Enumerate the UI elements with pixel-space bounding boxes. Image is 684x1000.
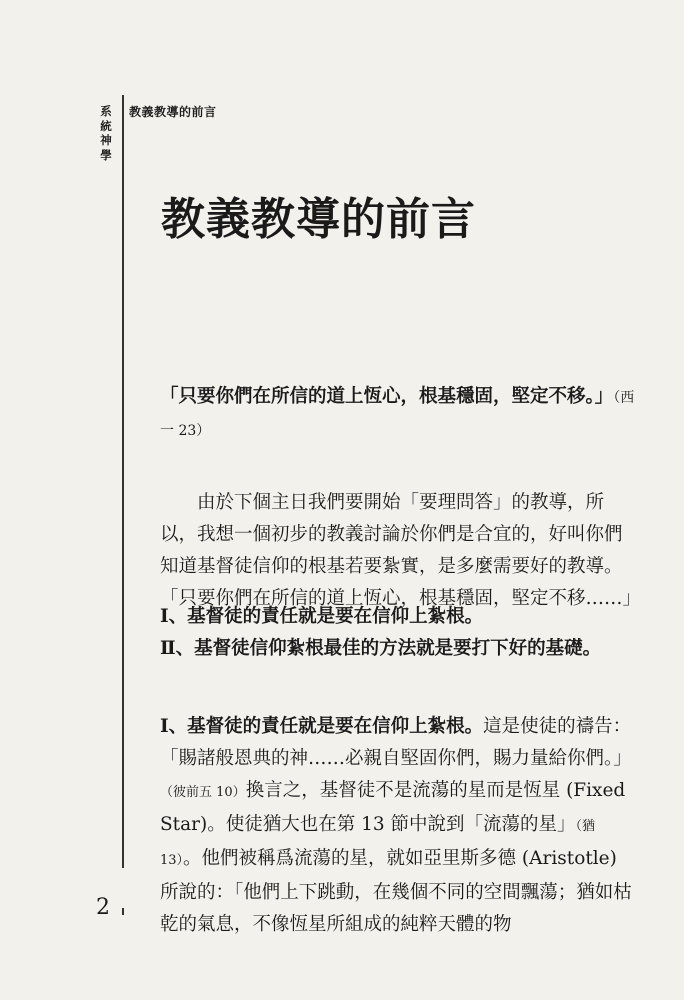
scripture-ref-a: （彼前五 10） xyxy=(160,785,246,800)
paragraph-lead: Ⅰ、基督徒的責任就是要在信仰上紮根。 xyxy=(160,716,484,737)
margin-rule-gap xyxy=(120,868,126,908)
paragraph-text-c: 。他們被稱爲流蕩的星，就如亞里斯多德 (Aristotle) 所說的：「他們上下跳動，在幾個不同的空間飄蕩；猶如枯乾的氣息，不像恆星所組成的純粹天體的物 xyxy=(160,848,632,935)
outline-point-2: Ⅱ、基督徒信仰紮根最佳的方法就是要打下好的基礎。 xyxy=(160,638,602,659)
paragraph-point-1 xyxy=(160,711,636,941)
chapter-title: 教義教導的前言 xyxy=(161,194,476,245)
outline-point-1: Ⅰ、基督徒的責任就是要在信仰上紮根。 xyxy=(160,606,484,627)
paragraph-text-a: 這是使徒的禱告：「賜諸般恩典的神……必親自堅固你們，賜力量給你們。」 xyxy=(160,716,632,769)
margin-rule xyxy=(122,95,124,915)
scripture-ref-b: （猶 13） xyxy=(160,819,596,868)
paragraph-intro: 由於下個主日我們要開始「要理問答」的教導，所以，我想一個初步的教義討論於你們是合宜的，好叫你們知道基督徒信仰的根基若要紮實，是多麼需要好的教導。「只要你們在所信的道上恆心，根基穩固，堅定不移……」 xyxy=(160,492,642,609)
epigraph-reference: （西一 23） xyxy=(160,390,635,439)
book-title-side-label: 系統神學 xyxy=(100,104,112,162)
running-head: 教義教導的前言 xyxy=(129,105,217,119)
epigraph-text: 「只要你們在所信的道上恆心，根基穩固，堅定不移。」 xyxy=(160,386,614,407)
epigraph xyxy=(160,381,635,447)
page-number: 2 xyxy=(96,895,110,920)
paragraph-text-b: 換言之，基督徒不是流蕩的星而是恆星 (Fixed Star)。使徒猶大也在第 13 節中說到「流蕩的星」 xyxy=(160,780,626,835)
